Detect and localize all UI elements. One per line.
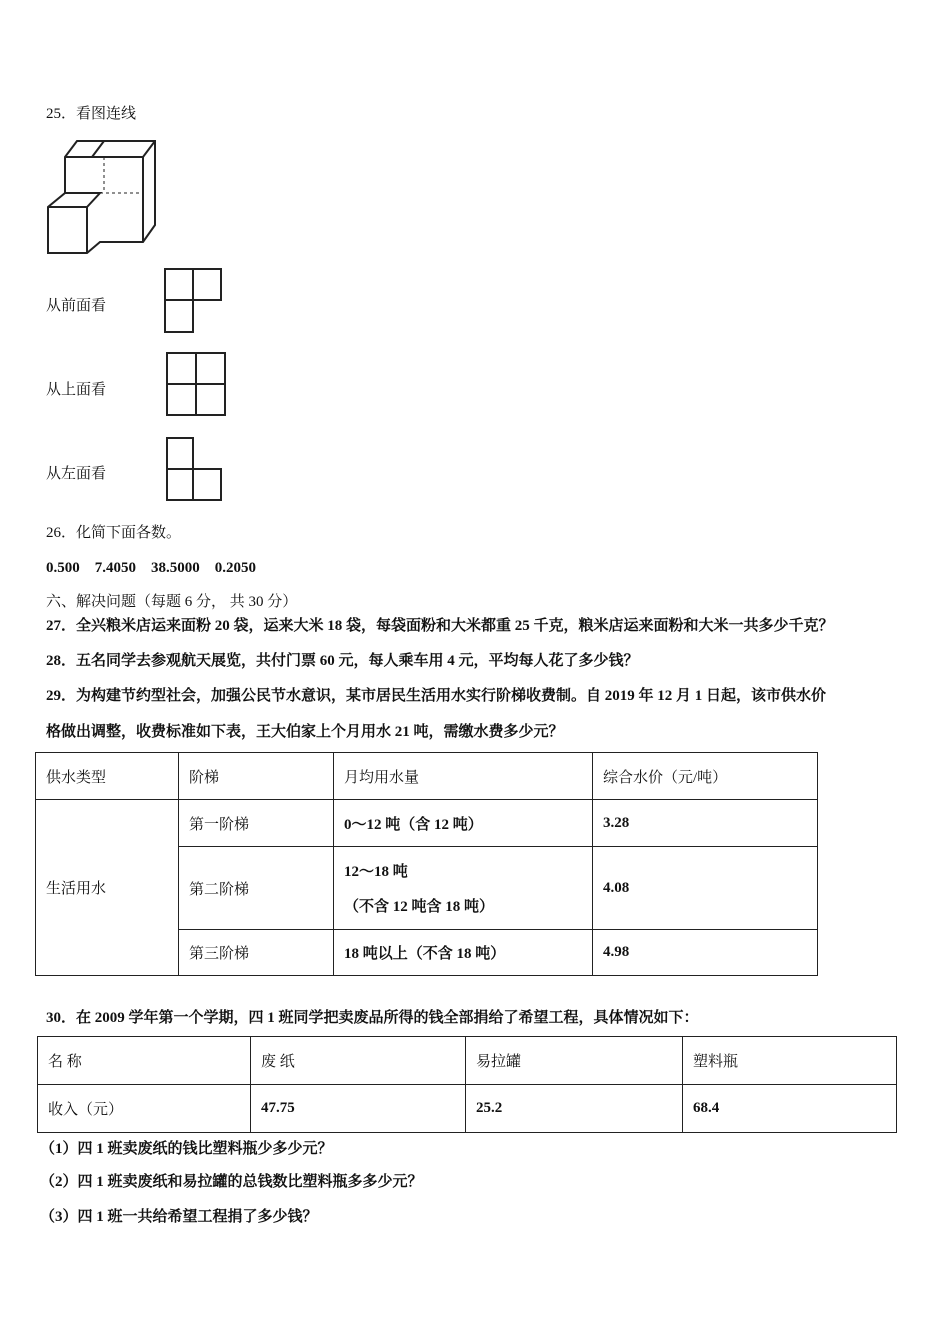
- range-line: 12～18 吨: [344, 864, 408, 880]
- top-view-grid: [166, 352, 228, 418]
- type-cell: 生活用水: [36, 800, 179, 976]
- header-cell: 塑料瓶: [683, 1037, 897, 1085]
- header-cell: 供水类型: [36, 753, 179, 800]
- tier-cell: 第二阶梯: [179, 847, 334, 930]
- range-cell: 18 吨以上（不含 18 吨）: [334, 930, 593, 976]
- header-cell: 易拉罐: [466, 1037, 683, 1085]
- income-table: [37, 1036, 897, 1133]
- q27: 27．全兴粮米店运来面粉 20 袋，运来大米 18 袋，每袋面粉和大米都重 25 千克，粮米店运来面粉和大米一共多少千克？: [46, 618, 834, 634]
- range-line: （不含 12 吨含 18 吨）: [344, 899, 495, 915]
- section-heading: 六、解决问题（每题 6 分， 共 30 分）: [46, 594, 298, 610]
- range-cell: [334, 847, 593, 930]
- q30-sub1: （1）四 1 班卖废纸的钱比塑料瓶少多少元？: [40, 1141, 333, 1157]
- q29-line2: 格做出调整，收费标准如下表，王大伯家上个月用水 21 吨，需缴水费多少元？: [46, 724, 564, 740]
- q25-title: 25．看图连线: [46, 106, 137, 122]
- header-cell: 名 称: [38, 1037, 251, 1085]
- value-cell: 25.2: [466, 1085, 683, 1133]
- range-cell: 0～12 吨（含 12 吨）: [334, 800, 593, 847]
- view-label-left: 从左面看: [46, 466, 107, 482]
- price-cell: 4.08: [593, 847, 818, 930]
- cube-figure: [45, 135, 160, 255]
- price-cell: 3.28: [593, 800, 818, 847]
- q26-numbers: 0.500 7.4050 38.5000 0.2050: [46, 560, 257, 576]
- water-price-table: [35, 752, 818, 976]
- q29-line1: 29．为构建节约型社会，加强公民节水意识，某市居民生活用水实行阶梯收费制。自 2019 年 12 月 1 日起，该市供水价: [46, 688, 827, 704]
- view-label-top: 从上面看: [46, 382, 107, 398]
- header-cell: 阶梯: [179, 753, 334, 800]
- value-cell: 68.4: [683, 1085, 897, 1133]
- row-label: 收入（元）: [38, 1085, 251, 1133]
- q30-title: 30．在 2009 学年第一个学期，四 1 班同学把卖废品所得的钱全部捐给了希望工程，具体情况如下：: [46, 1010, 699, 1026]
- price-cell: 4.98: [593, 930, 818, 976]
- tier-cell: 第三阶梯: [179, 930, 334, 976]
- q26-title: 26．化简下面各数。: [46, 525, 182, 541]
- header-cell: 废 纸: [251, 1037, 466, 1085]
- header-cell: 月均用水量: [334, 753, 593, 800]
- value-cell: 47.75: [251, 1085, 466, 1133]
- front-view-grid: [164, 268, 224, 334]
- tier-cell: 第一阶梯: [179, 800, 334, 847]
- q30-sub2: （2）四 1 班卖废纸和易拉罐的总钱数比塑料瓶多多少元？: [40, 1174, 423, 1190]
- left-view-grid: [166, 437, 224, 503]
- q30-sub3: （3）四 1 班一共给希望工程捐了多少钱？: [40, 1209, 318, 1225]
- header-cell: 综合水价（元/吨）: [593, 753, 818, 800]
- view-label-front: 从前面看: [46, 298, 107, 314]
- q28: 28．五名同学去参观航天展览，共付门票 60 元，每人乘车用 4 元，平均每人花了多少钱？: [46, 653, 639, 669]
